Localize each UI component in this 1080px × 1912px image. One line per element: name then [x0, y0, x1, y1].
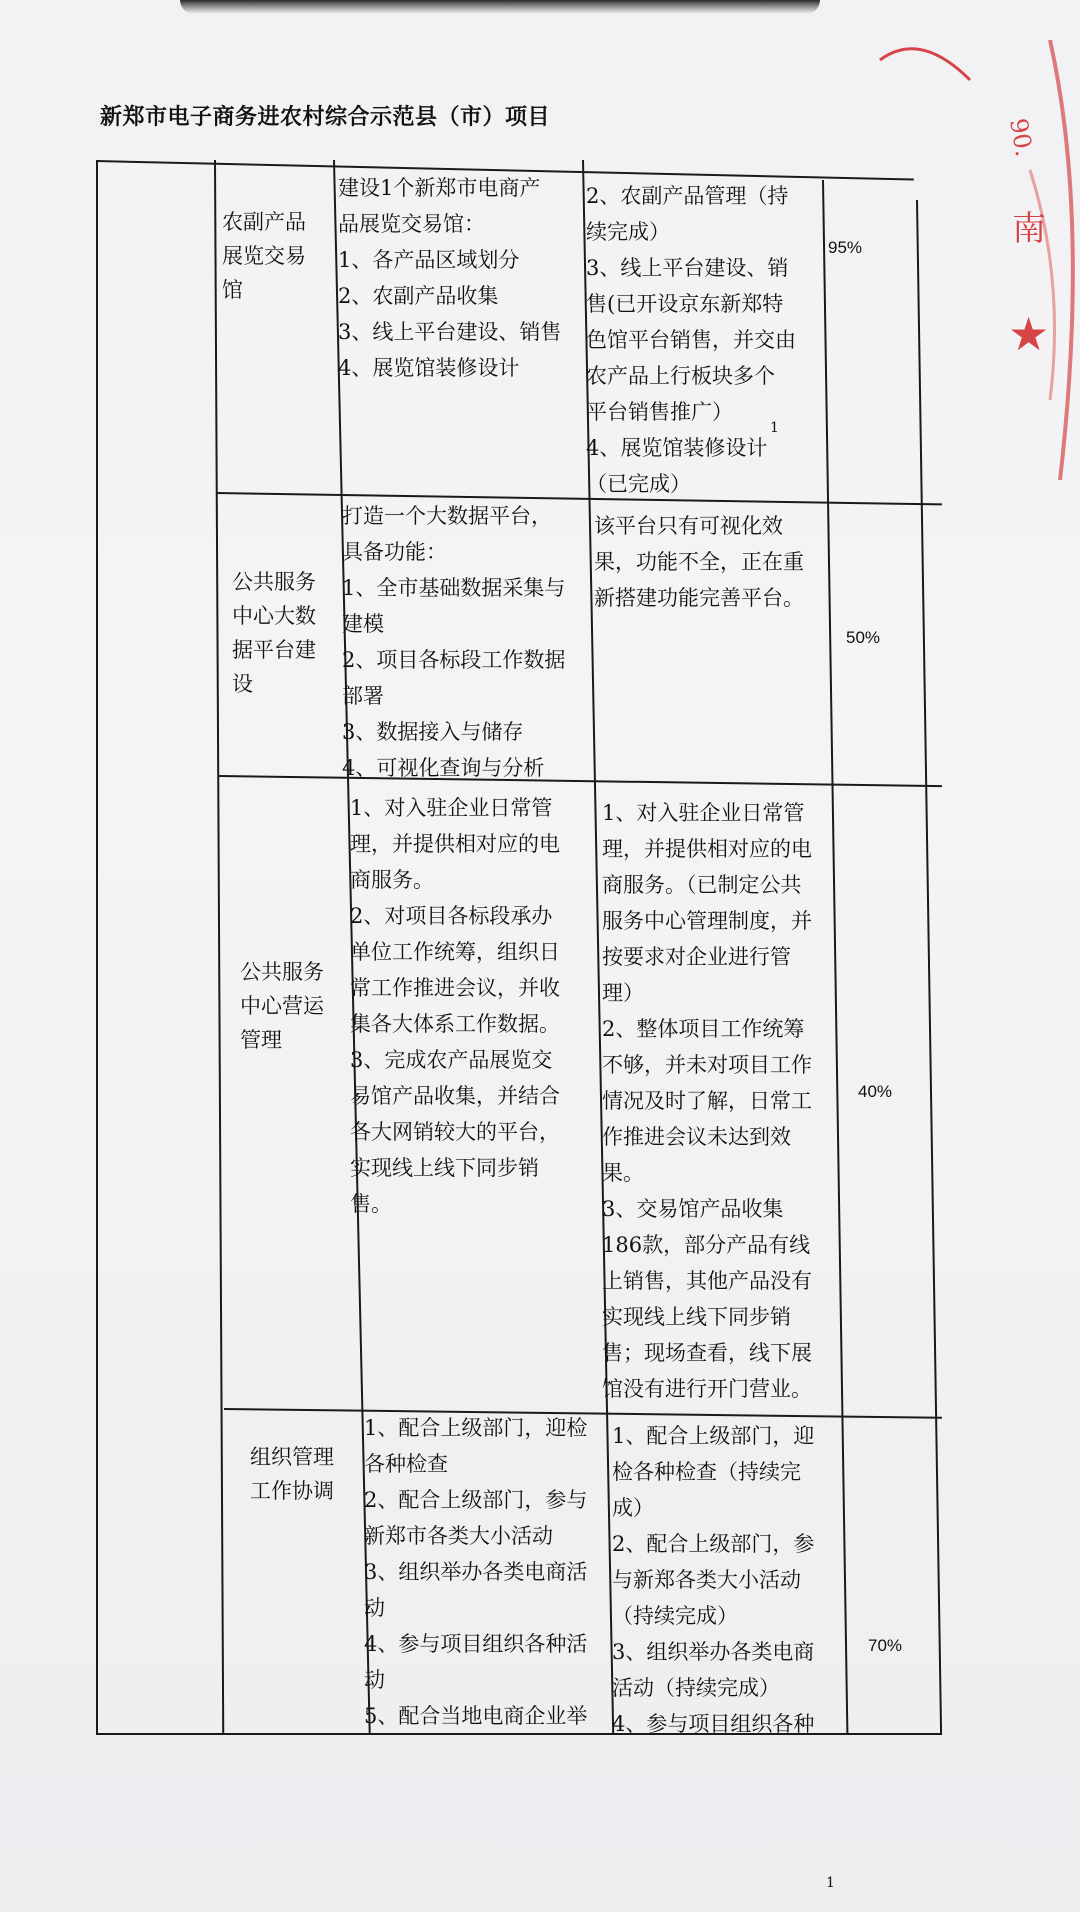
page-mark: 1	[826, 1875, 835, 1891]
stamp-char-1: 南	[1012, 209, 1046, 249]
stamp-star-icon: ★	[1008, 307, 1050, 361]
row-1-item: 农副产品 展览交易 馆	[222, 210, 306, 302]
scan-edge-shadow	[180, 0, 820, 14]
stamp-text: 90.	[1004, 116, 1039, 159]
row-2-percent: 50%	[846, 628, 881, 647]
red-stamp	[860, 20, 1080, 480]
row-2-content: 打造一个大数据平台， 具备功能： 1、全市基础数据采集与 建模 2、项目各标段工作数据 部署 3、数据接入与储存 4、可视化查询与分析	[342, 504, 566, 780]
row-3-percent: 40%	[858, 1082, 893, 1101]
row-3-content: 1、对入驻企业日常管 理，并提供相对应的电 商服务。 2、对项目各标段承办 单位工作统筹，组织日 常工作推进会议，并收 集各大体系工作数据。 3、完成农产品展览交 易馆产品收集，并结合 各大网销较大的平台， 实现线上线下同步销 售。	[350, 796, 560, 1216]
table-border-left	[96, 160, 98, 1735]
stray-mark: 1	[770, 420, 779, 436]
row-3-item: 公共服务 中心营运 管理	[240, 960, 324, 1052]
row-4-percent: 70%	[868, 1636, 903, 1655]
row-4-item: 组织管理 工作协调	[250, 1445, 334, 1503]
row-3-progress: 1、对入驻企业日常管 理，并提供相对应的电 商服务。（已制定公共 服务中心管理制度，并 按要求对企业进行管 理） 2、整体项目工作统筹 不够，并未对项目工作 情况及时了解，日常工 作推进会议未达到效 果。 3、交易馆产品收集 186款，部分产品有线 上销售，其他产品没有 实现线上线下同步销 售；现场查看，线下展 馆没有进行开门营业。	[602, 801, 812, 1401]
row-1-percent: 95%	[828, 238, 863, 257]
row-1-progress: 2、农副产品管理（持 续完成） 3、线上平台建设、销 售(已开设京东新郑特 色馆平台销售，并交由 农产品上行板块多个 平台销售推广） 4、展览馆装修设计 （已完成）	[586, 184, 796, 496]
row-2-progress: 该平台只有可视化效 果，功能不全，正在重 新搭建功能完善平台。	[594, 514, 804, 610]
document-header: 新郑市电子商务进农村综合示范县（市）项目	[100, 104, 551, 130]
row-4-content: 1、配合上级部门，迎检 各种检查 2、配合上级部门，参与 新郑市各类大小活动 3、组织举办各类电商活 动 4、参与项目组织各种活 动 5、配合当地电商企业举	[364, 1416, 588, 1728]
table-col-item-left	[214, 160, 224, 1735]
row-4-progress: 1、配合上级部门，迎 检各种检查（持续完 成） 2、配合上级部门，参 与新郑各类大小活动 （持续完成） 3、组织举办各类电商 活动（持续完成） 4、参与项目组织各种	[612, 1424, 815, 1736]
row-1-content: 建设1个新郑市电商产 品展览交易馆： 1、各产品区域划分 2、农副产品收集 3、线上平台建设、销售 4、展览馆装修设计	[338, 176, 562, 380]
row-2-item: 公共服务 中心大数 据平台建 设	[232, 570, 316, 696]
